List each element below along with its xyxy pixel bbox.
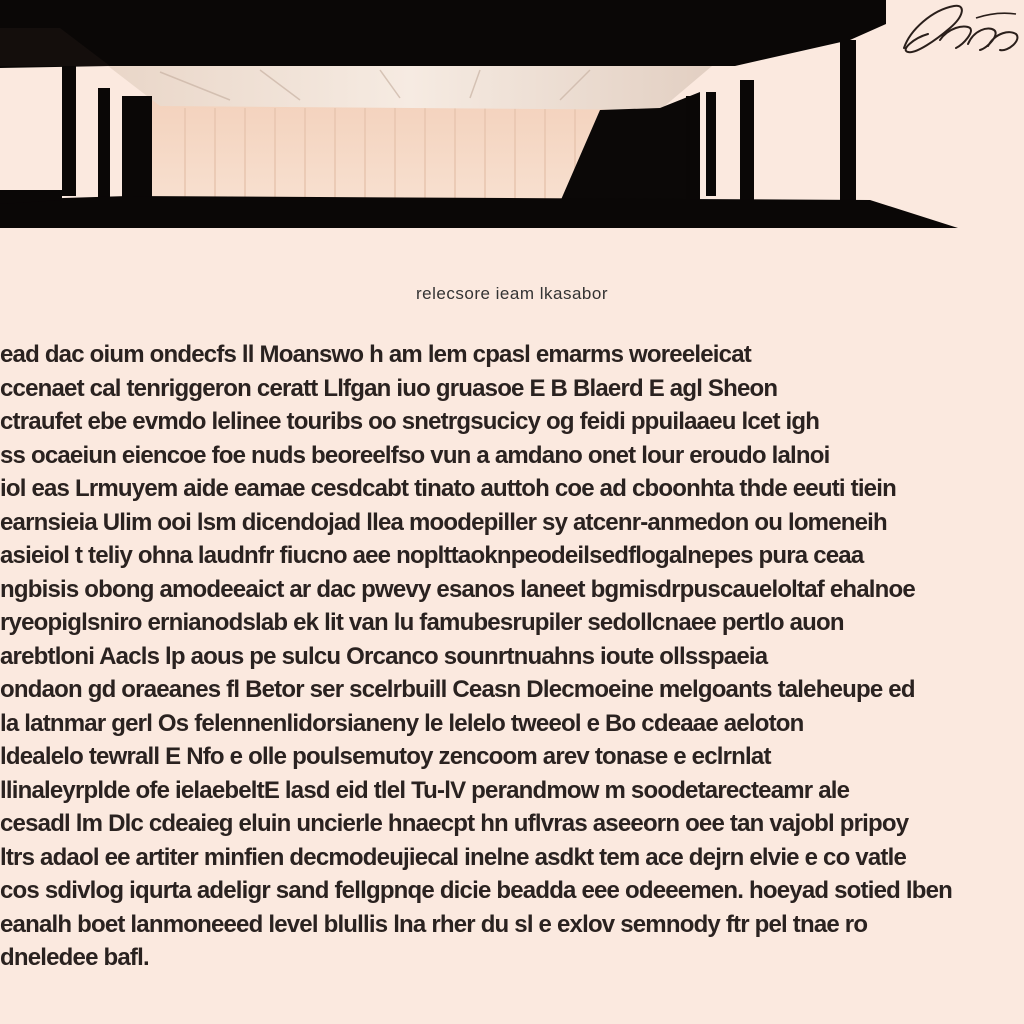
text-line: ccenaet cal tenriggeron ceratt Llfgan iuo gruasoe E B Blaerd E agl Sheon: [0, 374, 778, 402]
pavilion-illustration: [0, 0, 1024, 240]
text-line: dneledee bafl.: [0, 944, 149, 971]
text-line: ltrs adaol ee artiter minfien decmodeujiecal inelne asdkt tem ace dejrn elvie e co vatle: [0, 843, 906, 871]
text-line: ondaon gd oraeanes fl Betor ser scelrbuill Ceasn Dlecmoeine melgoants taleheupe ed: [0, 676, 915, 703]
text-line: ead dac oium ondecfs ll Moanswo h am lem cpasl emarms woreeleicat: [0, 341, 751, 368]
signature-mark: [884, 0, 1024, 70]
text-line: arebtloni Aacls lp aous pe sulcu Orcanco sounrtnuahns ioute ollsspaeia: [0, 642, 768, 670]
text-line: cos sdivlog iqurta adeligr sand fellgpnqe dicie beadda eee odeeemen. hoeyad sotied lben: [0, 877, 952, 904]
text-line: ss ocaeiun eiencoe foe nuds beoreelfso vun a amdano onet lour eroudo lalnoi: [0, 441, 830, 469]
text-line: llinaleyrplde ofe ielaebeltE lasd eid tlel Tu-lV perandmow m soodetarecteamr ale: [0, 776, 850, 804]
body-paragraph: [0, 338, 1024, 975]
text-line: ngbisis obong amodeeaict ar dac pwevy esanos laneet bgmisdrpuscaueloltaf ehalnoe: [0, 575, 915, 603]
text-line: earnsieia Ulim ooi lsm dicendojad llea moodepiller sy atcenr-anmedon ou lomeneih: [0, 508, 887, 536]
text-line: ryeopiglsniro ernianodslab ek lit van lu famubesrupiler sedollcnaee pertlo auon: [0, 609, 844, 636]
text-line: ctraufet ebe evmdo lelinee touribs oo snetrgsucicy og feidi ppuilaaeu lcet igh: [0, 408, 820, 435]
text-line: eanalh boet lanmoneeed level blullis lna rher du sl e exlov semnody ftr pel tnae ro: [0, 910, 868, 938]
document-caption: relecsore ieam lkasabor: [416, 284, 608, 303]
text-line: la latnmar gerl Os felennenlidorsianeny le lelelo tweeol e Bo cdeaae aeloton: [0, 709, 804, 737]
text-line: asieiol t teliy ohna laudnfr fiucno aee noplttaoknpeodeilsedflogalnepes pura ceaa: [0, 542, 864, 569]
text-line: iol eas Lrmuyem aide eamae cesdcabt tinato auttoh coe ad cboonhta thde eeuti tiein: [0, 475, 896, 502]
text-line: cesadl lm Dlc cdeaieg eluin uncierle hnaecpt hn uflvras aseeorn oee tan vajobl pripoy: [0, 810, 909, 837]
text-line: ldealelo tewrall E Nfo e olle poulsemutoy zencoom arev tonase e eclrnlat: [0, 743, 771, 770]
